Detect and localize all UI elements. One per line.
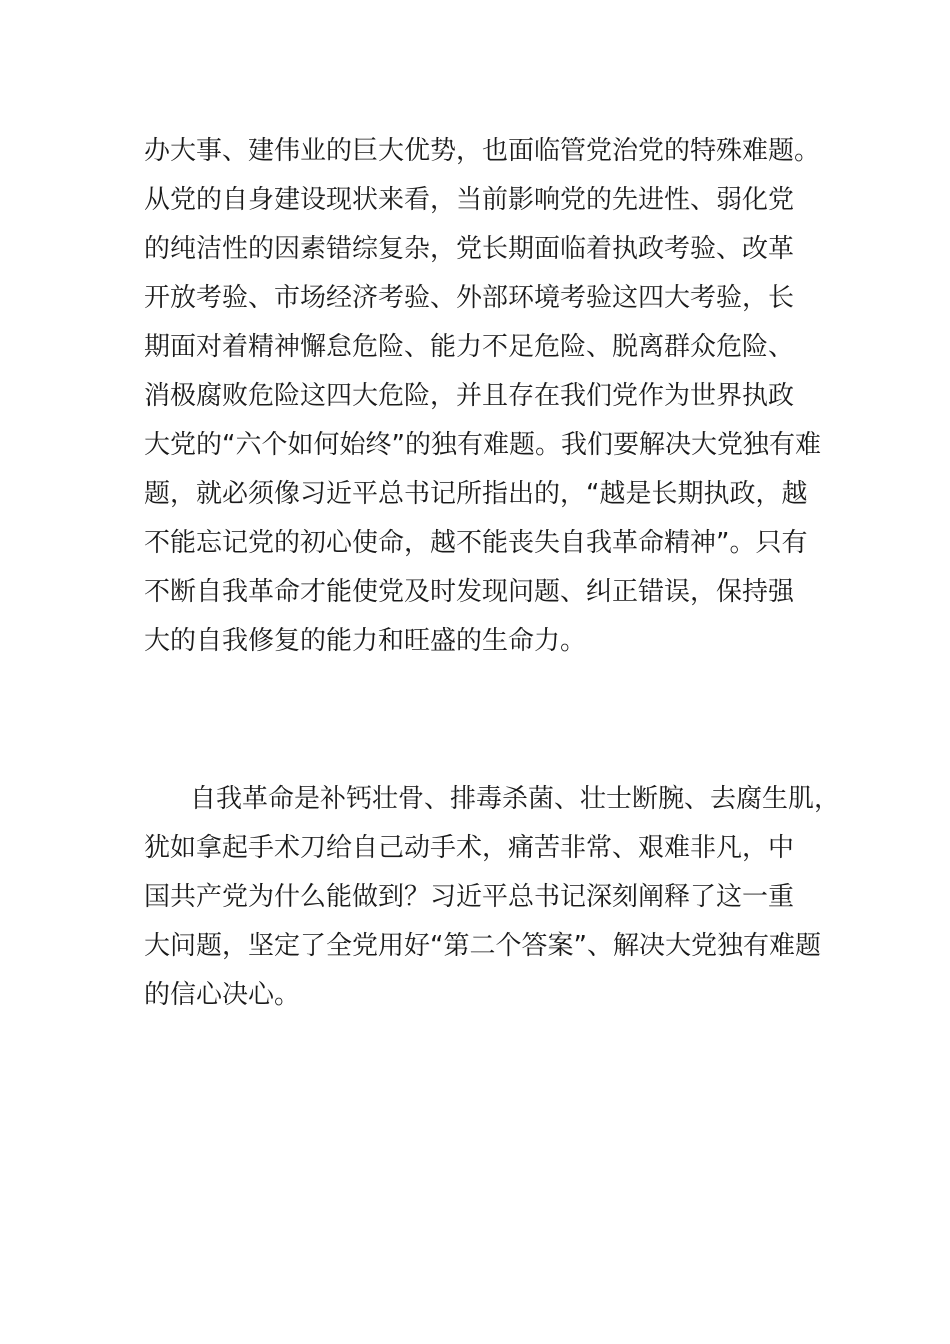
paragraph-1-line-3: 的纯洁性的因素错综复杂，党长期面临着执政考验、改革 xyxy=(144,234,795,264)
paragraph-2-line-2: 犹如拿起手术刀给自己动手术，痛苦非常、艰难非凡，中 xyxy=(144,833,795,863)
paragraph-1-line-4: 开放考验、市场经济考验、外部环境考验这四大考验，长 xyxy=(144,283,795,313)
paragraph-1-line-8: 题，就必须像习近平总书记所指出的，“越是长期执政，越 xyxy=(144,479,808,509)
paragraph-1-line-7: 大党的“六个如何始终”的独有难题。我们要解决大党独有难 xyxy=(144,430,821,460)
paragraph-2-line-5: 的信心决心。 xyxy=(144,980,301,1010)
paragraph-2-line-4: 大问题，坚定了全党用好“第二个答案”、解决大党独有难题 xyxy=(144,931,821,961)
paragraph-1-line-9: 不能忘记党的初心使命，越不能丧失自我革命精神”。只有 xyxy=(144,528,808,558)
paragraph-1-line-6: 消极腐败危险这四大危险，并且存在我们党作为世界执政 xyxy=(144,381,795,411)
paragraph-2-line-1: 自我革命是补钙壮骨、排毒杀菌、壮士断腕、去腐生肌， xyxy=(190,784,841,814)
paragraph-2-line-3: 国共产党为什么能做到？习近平总书记深刻阐释了这一重 xyxy=(144,882,795,912)
paragraph-1-line-1: 办大事、建伟业的巨大优势，也面临管党治党的特殊难题。 xyxy=(144,136,821,166)
paragraph-1-line-5: 期面对着精神懈怠危险、能力不足危险、脱离群众危险、 xyxy=(144,332,795,362)
paragraph-1-line-2: 从党的自身建设现状来看，当前影响党的先进性、弱化党 xyxy=(144,185,795,215)
paragraph-1-line-11: 大的自我修复的能力和旺盛的生命力。 xyxy=(144,626,587,656)
paragraph-1-line-10: 不断自我革命才能使党及时发现问题、纠正错误，保持强 xyxy=(144,577,795,607)
